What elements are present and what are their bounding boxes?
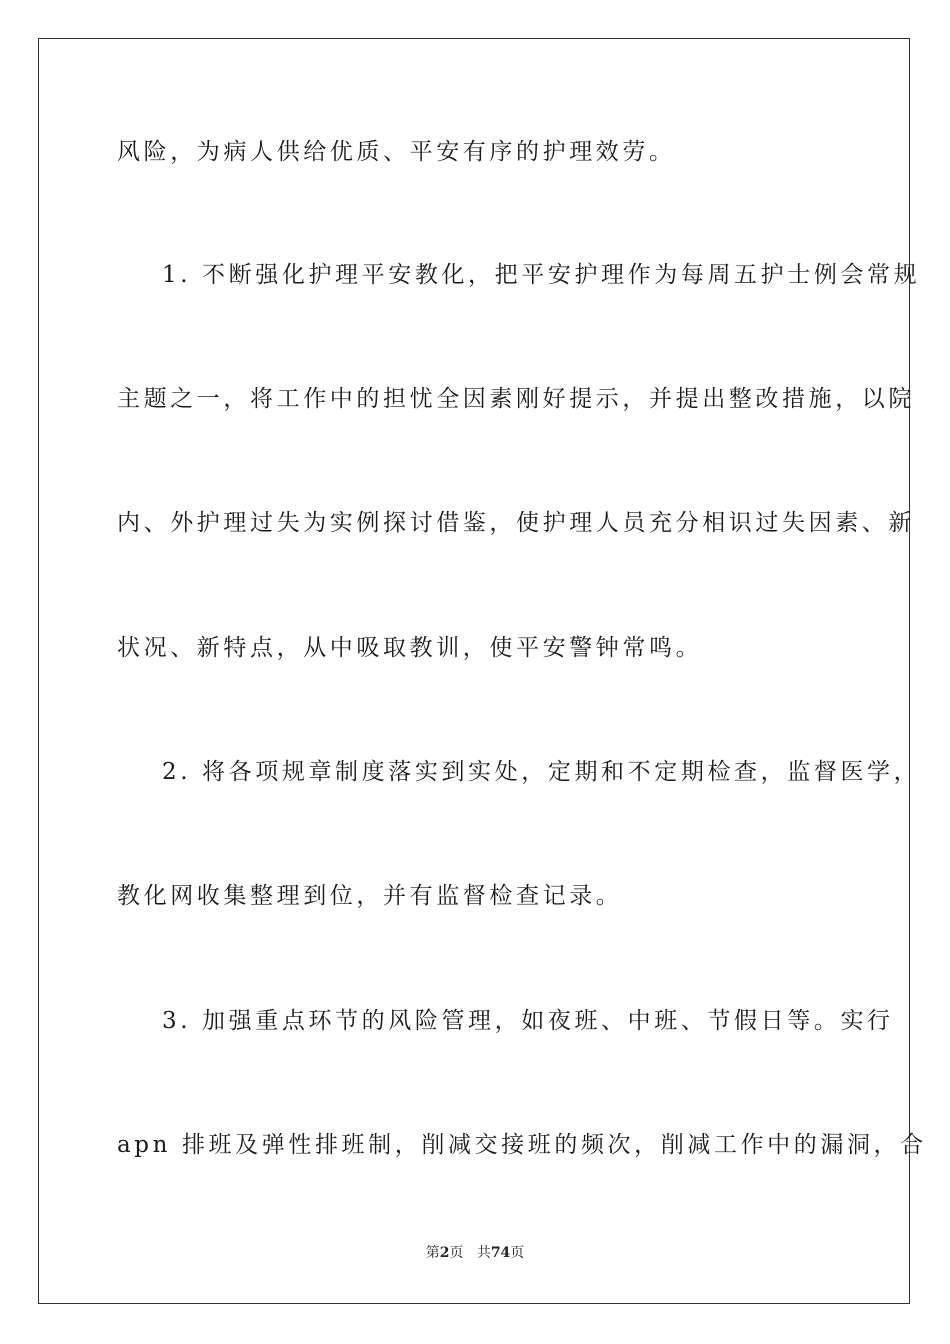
page-footer <box>0 1244 950 1262</box>
paragraph-line: 状况、新特点，从中吸取教训，使平安警钟常鸣。 <box>117 635 703 661</box>
paragraph-line: 内、外护理过失为实例探讨借鉴，使护理人员充分相识过失因素、新 <box>117 510 915 536</box>
paragraph-line: apn 排班及弹性排班制，削减交接班的频次，削减工作中的漏洞，合 <box>117 1132 927 1158</box>
paragraph-line: 1. 不断强化护理平安教化，把平安护理作为每周五护士例会常规 <box>162 262 921 288</box>
total-prefix: 共 <box>476 1245 491 1261</box>
total-pages: 74 <box>490 1245 511 1261</box>
paragraph-line: 主题之一，将工作中的担忧全因素刚好提示，并提出整改措施，以院 <box>117 386 915 412</box>
total-suffix: 页 <box>510 1245 525 1261</box>
paragraph-line: 3. 加强重点环节的风险管理，如夜班、中班、节假日等。实行 <box>162 1008 894 1034</box>
paragraph-line: 风险，为病人供给优质、平安有序的护理效劳。 <box>117 139 676 165</box>
paragraph-line: 2. 将各项规章制度落实到实处，定期和不定期检查，监督医学， <box>162 759 921 785</box>
paragraph-line: 教化网收集整理到位，并有监督检查记录。 <box>117 883 623 909</box>
page-number: 2 <box>439 1245 450 1261</box>
page-frame <box>38 38 927 1304</box>
page-suffix: 页 <box>449 1245 464 1261</box>
page-prefix: 第 <box>425 1245 440 1261</box>
